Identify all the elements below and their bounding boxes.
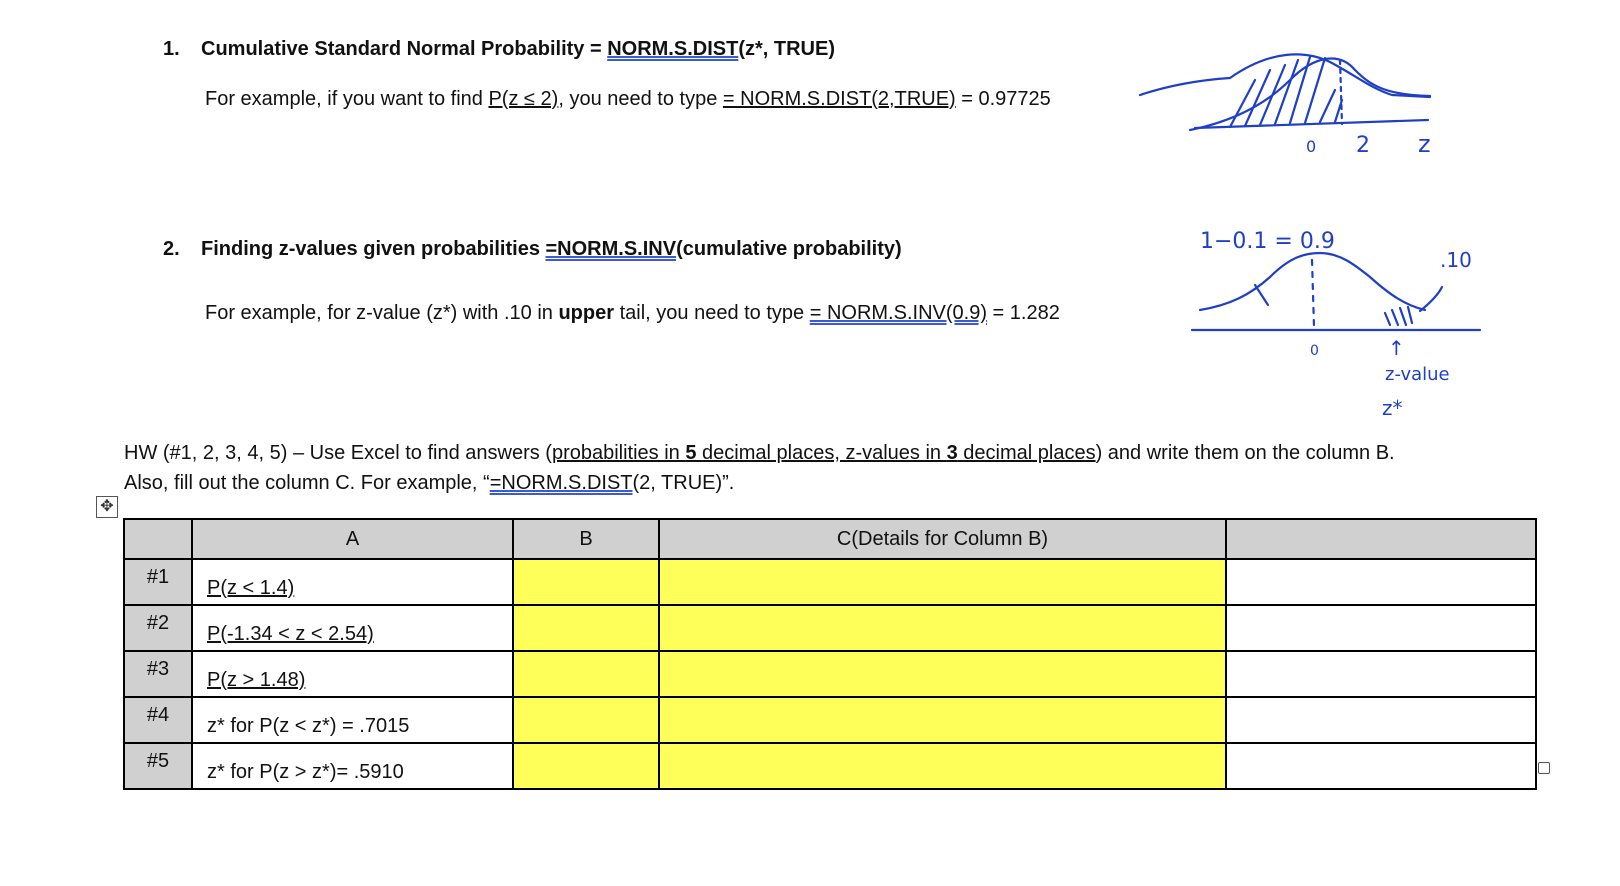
extra-cell[interactable]	[1226, 559, 1536, 605]
row-label: #3	[124, 651, 192, 697]
section1-example-formula: = NORM.S.DIST(2,TRUE)	[722, 88, 956, 110]
details-cell-c[interactable]	[659, 559, 1226, 605]
table-row	[124, 743, 1536, 789]
section1-title	[163, 38, 835, 61]
answer-cell-b[interactable]	[513, 559, 659, 605]
sketch1-zero-label: 0	[1306, 137, 1317, 156]
section2-title	[163, 238, 902, 261]
section2-number: 2.	[163, 238, 180, 260]
row-question: z* for P(z > z*)= .5910	[207, 761, 404, 783]
extra-cell[interactable]	[1226, 697, 1536, 743]
header-label-col	[124, 519, 192, 559]
section1-example	[205, 88, 1051, 111]
hw-line1-prefix: HW (#1, 2, 3, 4, 5) – Use Excel to find answers (	[124, 442, 552, 464]
sketch1-two-label: 2	[1356, 133, 1370, 158]
extra-cell[interactable]	[1226, 651, 1536, 697]
table-row	[124, 559, 1536, 605]
extra-cell[interactable]	[1226, 605, 1536, 651]
table-row	[124, 651, 1536, 697]
answer-cell-b[interactable]	[513, 605, 659, 651]
row-label: #1	[124, 559, 192, 605]
section1-title-func: NORM.S.DIST	[607, 38, 739, 60]
section1-example-prob: P(z ≤ 2)	[488, 88, 559, 110]
hw-line1-b1: 5	[685, 442, 697, 464]
table-resize-handle-icon[interactable]	[1538, 762, 1550, 774]
row-question: P(-1.34 < z < 2.54)	[207, 623, 374, 645]
row-col-a	[192, 697, 513, 743]
hw-line1-b2: 3	[946, 442, 958, 464]
row-question: z* for P(z < z*) = .7015	[207, 715, 410, 737]
extra-cell[interactable]	[1226, 743, 1536, 789]
section2-example-formula: = NORM.S.INV(0.9)	[809, 302, 987, 324]
normal-curve-sketch-2	[1180, 215, 1500, 430]
hw-line2-prefix: Also, fill out the column C. For example, “	[124, 472, 490, 494]
row-question: P(z > 1.48)	[207, 669, 306, 691]
section2-example-result: = 1.282	[986, 302, 1060, 324]
table-row	[124, 697, 1536, 743]
header-col-a: A	[192, 519, 513, 559]
homework-table	[123, 518, 1537, 790]
header-col-c: C(Details for Column B)	[659, 519, 1226, 559]
row-question: P(z < 1.4)	[207, 577, 295, 599]
section2-example-bold: upper	[558, 302, 615, 324]
hw-line1-u2: decimal places, z-values in	[696, 442, 947, 464]
section1-example-mid: , you need to type	[558, 88, 723, 110]
table-row	[124, 605, 1536, 651]
details-cell-c[interactable]	[659, 605, 1226, 651]
sketch2-zero-label: 0	[1310, 343, 1319, 359]
sketch2-arrow-label: ↑	[1388, 336, 1405, 360]
sketch2-calc-label: 1−0.1 = 0.9	[1200, 229, 1335, 254]
section1-number: 1.	[163, 38, 180, 60]
row-col-a	[192, 651, 513, 697]
section2-title-func: =NORM.S.INV	[545, 238, 677, 260]
hw-line1-u1: probabilities in	[551, 442, 686, 464]
row-label: #5	[124, 743, 192, 789]
row-col-a	[192, 559, 513, 605]
sketch2-zstar-label: z*	[1382, 396, 1403, 420]
details-cell-c[interactable]	[659, 651, 1226, 697]
hw-instructions-line1	[124, 442, 1395, 465]
row-col-a	[192, 743, 513, 789]
hw-line1-u3: decimal places	[957, 442, 1096, 464]
answer-cell-b[interactable]	[513, 651, 659, 697]
section2-example-mid: tail, you need to type	[614, 302, 810, 324]
sketch1-z-label: z	[1418, 130, 1431, 158]
section2-title-suffix: (cumulative probability)	[676, 238, 902, 260]
header-col-b: B	[513, 519, 659, 559]
row-label: #2	[124, 605, 192, 651]
table-header-row	[124, 519, 1536, 559]
hw-line2-func: =NORM.S.DIST	[489, 472, 633, 494]
sketch2-zvalue-label: z-value	[1385, 364, 1450, 385]
section1-example-result: = 0.97725	[955, 88, 1051, 110]
row-label: #4	[124, 697, 192, 743]
section1-title-suffix: (z*, TRUE)	[738, 38, 835, 60]
details-cell-c[interactable]	[659, 697, 1226, 743]
table-move-icon[interactable]: ✥	[96, 496, 118, 518]
normal-curve-sketch-1	[1130, 40, 1460, 170]
hw-line2-suffix: (2, TRUE)”.	[632, 472, 735, 494]
section2-title-prefix: Finding z-values given probabilities	[201, 238, 546, 260]
answer-cell-b[interactable]	[513, 697, 659, 743]
section2-example-prefix: For example, for z-value (z*) with .10 in	[205, 302, 559, 324]
hw-line1-suffix: ) and write them on the column B.	[1095, 442, 1395, 464]
answer-cell-b[interactable]	[513, 743, 659, 789]
header-col-d	[1226, 519, 1536, 559]
row-col-a	[192, 605, 513, 651]
sketch2-tail-label: .10	[1440, 248, 1472, 272]
details-cell-c[interactable]	[659, 743, 1226, 789]
section2-example	[205, 302, 1060, 325]
section1-title-prefix: Cumulative Standard Normal Probability =	[201, 38, 608, 60]
hw-instructions-line2	[124, 472, 734, 495]
section1-example-prefix: For example, if you want to find	[205, 88, 489, 110]
